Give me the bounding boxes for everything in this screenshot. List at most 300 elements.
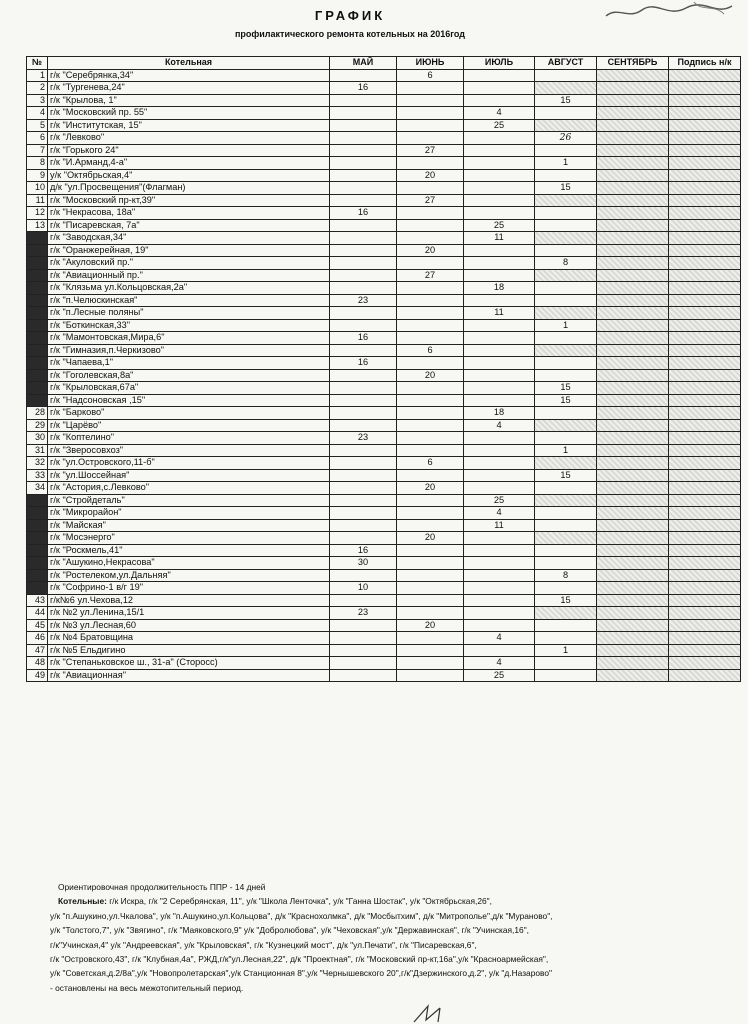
cell-jun [397,82,464,95]
boiler-name: г/к "ул.Островского,11-б" [48,457,330,470]
cell-may [330,469,397,482]
cell-jul [464,207,535,220]
cell-aug [535,107,597,120]
cell-aug: 8 [535,569,597,582]
row-number: 45 [27,619,48,632]
cell-aug: 1 [535,319,597,332]
cell-sep [597,607,669,620]
boiler-name: г/к "Акуловский пр." [48,257,330,270]
table-row [27,669,741,682]
cell-aug [535,669,597,682]
cell-may [330,657,397,670]
table-row [27,607,741,620]
cell-may [330,519,397,532]
table-row [27,307,741,320]
cell-jul [464,644,535,657]
cell-sep [597,669,669,682]
cell-may: 16 [330,82,397,95]
row-number: 47 [27,644,48,657]
row-number [27,332,48,345]
cell-jul: 4 [464,632,535,645]
boiler-name: г/к №4 Братовщина [48,632,330,645]
cell-sep [597,494,669,507]
cell-jun [397,607,464,620]
cell-jul [464,294,535,307]
table-row [27,344,741,357]
cell-may: 16 [330,544,397,557]
cell-may [330,507,397,520]
cell-jun [397,432,464,445]
table-row [27,594,741,607]
row-number [27,369,48,382]
cell-may [330,257,397,270]
cell-aug [535,519,597,532]
cell-may [330,94,397,107]
header-september: СЕНТЯБРЬ [597,57,669,70]
row-number [27,307,48,320]
boiler-name: г/к "Зверосовхоз" [48,444,330,457]
cell-sep [597,594,669,607]
cell-jun [397,519,464,532]
cell-jul: 4 [464,657,535,670]
cell-sep [597,132,669,145]
cell-jul: 11 [464,307,535,320]
table-row [27,544,741,557]
cell-aug: 1 [535,157,597,170]
table-row [27,357,741,370]
row-number [27,294,48,307]
cell-sep [597,369,669,382]
table-row [27,369,741,382]
cell-sep [597,307,669,320]
cell-jul [464,544,535,557]
cell-may [330,594,397,607]
cell-signature [669,69,741,82]
cell-jun [397,282,464,295]
table-row [27,182,741,195]
cell-may [330,232,397,245]
cell-signature [669,519,741,532]
cell-jul: 4 [464,107,535,120]
cell-jun [397,207,464,220]
cell-signature [669,307,741,320]
row-number: 46 [27,632,48,645]
cell-aug [535,207,597,220]
boiler-name: у/к "Октябрьская,4" [48,169,330,182]
row-number: 12 [27,207,48,220]
table-row [27,532,741,545]
cell-aug [535,507,597,520]
boilers-label: Котельные: [58,896,107,907]
header-signature: Подпись н/к [669,57,741,70]
cell-jul [464,357,535,370]
row-number: 43 [27,594,48,607]
cell-signature [669,544,741,557]
boiler-name: г/к "Горького 24" [48,144,330,157]
cell-may: 23 [330,607,397,620]
table-row [27,382,741,395]
boiler-name: г/к "п.Челюскинская" [48,294,330,307]
cell-signature [669,269,741,282]
cell-signature [669,419,741,432]
cell-aug [535,457,597,470]
cell-sep [597,582,669,595]
cell-jun: 20 [397,169,464,182]
cell-jul: 4 [464,507,535,520]
cell-signature [669,457,741,470]
boiler-name: г/к "Царёво" [48,419,330,432]
cell-sep [597,107,669,120]
cell-signature [669,107,741,120]
cell-sep [597,144,669,157]
cell-jun: 20 [397,482,464,495]
cell-jun [397,382,464,395]
cell-sep [597,394,669,407]
boiler-name: г/к "Боткинская,33" [48,319,330,332]
boiler-name: г/к "Крылова, 1" [48,94,330,107]
cell-jul [464,444,535,457]
table-row [27,332,741,345]
row-number: 2 [27,82,48,95]
cell-signature [669,157,741,170]
cell-sep [597,557,669,570]
cell-signature [669,507,741,520]
cell-sep [597,207,669,220]
table-row [27,107,741,120]
cell-signature [669,332,741,345]
table-row [27,119,741,132]
cell-sep [597,507,669,520]
cell-may [330,532,397,545]
cell-aug: 15 [535,94,597,107]
cell-signature [669,557,741,570]
cell-sep [597,532,669,545]
cell-signature [669,669,741,682]
row-number: 29 [27,419,48,432]
header-august: АВГУСТ [535,57,597,70]
cell-sep [597,157,669,170]
boiler-name: г/к "ул.Шоссейная" [48,469,330,482]
cell-aug [535,369,597,382]
cell-jul [464,369,535,382]
cell-may: 23 [330,294,397,307]
cell-jul [464,169,535,182]
cell-may [330,69,397,82]
row-number: 8 [27,157,48,170]
cell-jun: 20 [397,244,464,257]
boiler-name: г/к "Стройдеталь" [48,494,330,507]
cell-may [330,482,397,495]
cell-jun [397,507,464,520]
cell-signature [669,494,741,507]
row-number [27,557,48,570]
cell-signature [669,144,741,157]
cell-signature [669,369,741,382]
row-number: 1 [27,69,48,82]
cell-aug: 15 [535,382,597,395]
maintenance-schedule-table [26,56,741,682]
row-number: 49 [27,669,48,682]
cell-aug [535,119,597,132]
cell-aug: 26 [535,132,597,145]
cell-jun [397,644,464,657]
cell-signature [669,407,741,420]
cell-jun [397,494,464,507]
cell-jul [464,332,535,345]
cell-sep [597,619,669,632]
footer-line: - остановлены на весь межотопительный период. [50,982,244,993]
cell-may [330,394,397,407]
cell-aug [535,169,597,182]
table-row [27,494,741,507]
row-number [27,569,48,582]
cell-may [330,282,397,295]
cell-jun [397,669,464,682]
cell-sep [597,282,669,295]
table-row [27,619,741,632]
boiler-name: г/к "Гимназия,п.Черкизово" [48,344,330,357]
boiler-name: г/к "Гоголевская,8а" [48,369,330,382]
cell-aug: 8 [535,257,597,270]
cell-may [330,619,397,632]
cell-may [330,444,397,457]
cell-may: 16 [330,207,397,220]
table-row [27,257,741,270]
cell-jul [464,132,535,145]
cell-sep [597,382,669,395]
cell-signature [669,644,741,657]
row-number: 34 [27,482,48,495]
cell-jul [464,607,535,620]
cell-aug [535,582,597,595]
table-row [27,632,741,645]
table-row [27,132,741,145]
boiler-name: г/к "Степаньковское ш., 31-а" (Стоpосс) [48,657,330,670]
cell-signature [669,444,741,457]
table-row [27,657,741,670]
row-number: 3 [27,94,48,107]
header-boiler-house: Котельная [48,57,330,70]
cell-jul: 11 [464,232,535,245]
cell-may: 10 [330,582,397,595]
cell-may [330,407,397,420]
cell-jul [464,94,535,107]
boiler-name: г/к "Авиационная" [48,669,330,682]
table-row [27,457,741,470]
cell-jun [397,582,464,595]
cell-jul [464,457,535,470]
cell-signature [669,94,741,107]
cell-may [330,219,397,232]
boiler-name: г/к "Надсоновская ,15" [48,394,330,407]
table-row [27,244,741,257]
cell-signature [669,607,741,620]
cell-aug [535,82,597,95]
row-number [27,257,48,270]
cell-jun [397,232,464,245]
cell-sep [597,444,669,457]
table-row [27,557,741,570]
cell-signature [669,194,741,207]
table-row [27,394,741,407]
document-title: ГРАФИК [314,8,386,23]
table-row [27,207,741,220]
cell-jul [464,69,535,82]
cell-aug: 1 [535,444,597,457]
row-number [27,344,48,357]
boiler-name: г/к "Московский пр. 55" [48,107,330,120]
table-header-row [27,57,741,70]
cell-may: 16 [330,357,397,370]
cell-may [330,344,397,357]
cell-jun [397,332,464,345]
cell-may [330,644,397,657]
cell-may [330,569,397,582]
cell-jun [397,107,464,120]
cell-may [330,319,397,332]
cell-aug [535,419,597,432]
cell-jun [397,307,464,320]
cell-signature [669,232,741,245]
cell-aug [535,344,597,357]
cell-may [330,119,397,132]
cell-sep [597,632,669,645]
boiler-name: г/к "Клязьма ул.Кольцовская,2а" [48,282,330,295]
cell-sep [597,257,669,270]
row-number: 7 [27,144,48,157]
cell-sep [597,644,669,657]
cell-may [330,269,397,282]
table-row [27,219,741,232]
table-row [27,432,741,445]
table-row [27,319,741,332]
cell-aug: 15 [535,182,597,195]
table-row [27,269,741,282]
cell-may [330,669,397,682]
cell-aug [535,219,597,232]
cell-aug [535,619,597,632]
cell-sep [597,319,669,332]
cell-aug: 15 [535,394,597,407]
table-row [27,82,741,95]
cell-signature [669,294,741,307]
cell-jul: 18 [464,282,535,295]
cell-may: 23 [330,432,397,445]
row-number [27,494,48,507]
cell-jul [464,269,535,282]
cell-jun: 20 [397,532,464,545]
cell-signature [669,182,741,195]
cell-aug [535,657,597,670]
table-row [27,519,741,532]
cell-sep [597,482,669,495]
boiler-name: г/к "И.Арманд,4-а" [48,157,330,170]
cell-jun [397,419,464,432]
boiler-name: г/к "Ашукино,Некрасова" [48,557,330,570]
boiler-name: г/к "Мосэнерго" [48,532,330,545]
boiler-name: г/к "Писаревская, 7а" [48,219,330,232]
table-row [27,169,741,182]
cell-jul [464,432,535,445]
cell-jul [464,382,535,395]
row-number: 48 [27,657,48,670]
cell-jul [464,619,535,632]
cell-jul: 4 [464,419,535,432]
cell-signature [669,357,741,370]
duration-note: Ориентировочная продолжительность ППР - 14 дней [58,882,266,892]
cell-may [330,144,397,157]
cell-jul [464,194,535,207]
cell-may [330,182,397,195]
footer-line: г/к "Островского,43", г/к "Клубная,4а", РЖД,г/к"ул.Лесная,22", д/к "Проектная", г/к "Московский пр-кт,16а",у/к "Красноармейская", [50,954,549,965]
cell-aug [535,557,597,570]
cell-may [330,107,397,120]
cell-signature [669,207,741,220]
cell-jun [397,157,464,170]
cell-sep [597,407,669,420]
cell-aug [535,494,597,507]
cell-sep [597,232,669,245]
row-number [27,282,48,295]
footer-line [50,894,730,908]
cell-sep [597,569,669,582]
table-row [27,157,741,170]
row-number: 33 [27,469,48,482]
cell-jul [464,569,535,582]
cell-jul [464,394,535,407]
cell-jun [397,119,464,132]
cell-jul [464,182,535,195]
boiler-name: г/к "Оранжерейная, 19" [48,244,330,257]
cell-sep [597,432,669,445]
cell-sep [597,332,669,345]
boiler-name: г/к "Микрорайон" [48,507,330,520]
cell-sep [597,182,669,195]
cell-may [330,244,397,257]
cell-jul [464,482,535,495]
cell-aug: 1 [535,644,597,657]
row-number [27,319,48,332]
cell-signature [669,569,741,582]
cell-may [330,369,397,382]
cell-may [330,632,397,645]
table-row [27,569,741,582]
cell-jun: 6 [397,344,464,357]
boiler-name: г/к "Мамонтовская,Мира,6" [48,332,330,345]
cell-signature [669,282,741,295]
footer-line: г/к"Учинская,4" у/к "Андреевская", у/к "Крыловская", г/к "Кузнецкий мост", д/к "ул.Печати", г/к "Писаревская,6", [50,939,477,950]
cell-sep [597,657,669,670]
cell-sep [597,94,669,107]
boiler-name: г/к "Астория,с.Левково" [48,482,330,495]
cell-signature [669,119,741,132]
table-row [27,69,741,82]
boiler-name: д/к "ул.Просвещения"(Флагман) [48,182,330,195]
row-number: 31 [27,444,48,457]
cell-aug [535,282,597,295]
cell-aug [535,607,597,620]
cell-jun [397,294,464,307]
cell-sep [597,219,669,232]
cell-signature [669,432,741,445]
row-number: 44 [27,607,48,620]
signature-mark [410,1004,470,1024]
table-row [27,194,741,207]
header-number: № [27,57,48,70]
cell-signature [669,382,741,395]
cell-sep [597,469,669,482]
cell-sep [597,457,669,470]
